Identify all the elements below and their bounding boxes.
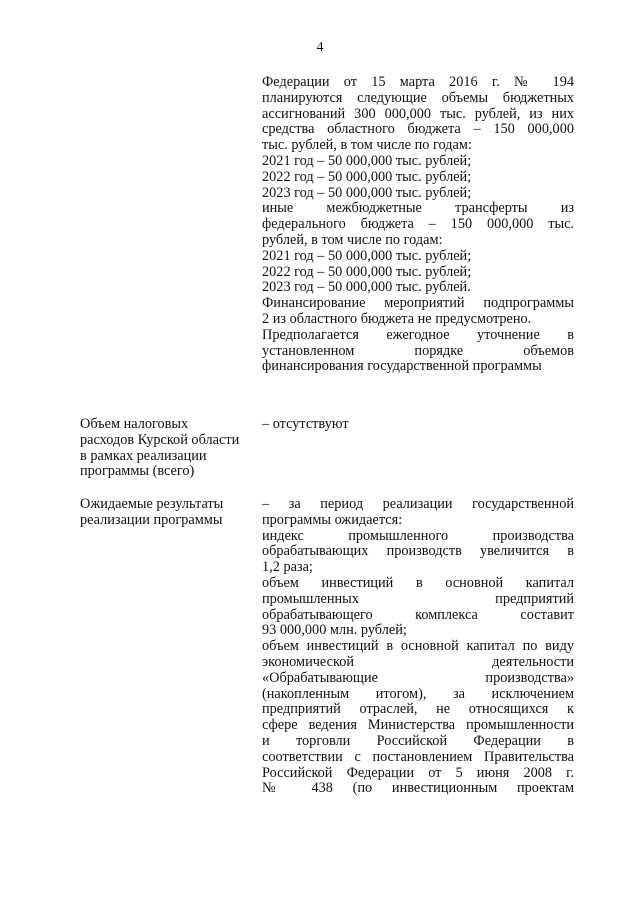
- text-line: – за период реализации государственной: [262, 496, 574, 512]
- text-line: 2023 год – 50 000,000 тыс. рублей.: [262, 279, 471, 296]
- text-line: иные межбюджетные трансферты из: [262, 200, 574, 217]
- text-line: Федерации от 15 марта 2016 г. № 194: [262, 74, 574, 90]
- text-line: обрабатывающих производств увеличится в: [262, 543, 574, 560]
- text-line: и торговли Российской Федерации в: [262, 732, 574, 749]
- label-line: расходов Курской области: [80, 431, 240, 448]
- label-line: Ожидаемые результаты: [80, 496, 224, 512]
- text-line: 2021 год – 50 000,000 тыс. рублей;: [262, 152, 472, 169]
- text-line: Предполагается ежегодное уточнение в: [262, 326, 574, 343]
- expected-results-value: [262, 497, 574, 797]
- text-line: экономической деятельности: [262, 653, 574, 670]
- text-line: обрабатывающего комплекса составит: [262, 606, 574, 623]
- text-line: финансирования государственной программы: [262, 358, 542, 375]
- text-line: соответствии с постановлением Правительства: [262, 748, 574, 765]
- text-line: 93 000,000 млн. рублей;: [262, 622, 407, 639]
- text-line: объем инвестиций в основной капитал: [262, 574, 574, 591]
- text-line: 2022 год – 50 000,000 тыс. рублей;: [262, 263, 472, 280]
- text-line: тыс. рублей, в том числе по годам:: [262, 137, 472, 154]
- expected-results-label: [80, 497, 255, 529]
- text-line: предприятий отраслей, не относящихся к: [262, 701, 574, 718]
- label-line: Объем налоговых: [80, 416, 189, 432]
- text-line: сфере ведения Министерства промышленности: [262, 717, 574, 734]
- text-line: объем инвестиций в основной капитал по виду: [262, 638, 574, 655]
- text-line: программы ожидается:: [262, 511, 403, 528]
- text-line: (накопленным итогом), за исключением: [262, 685, 574, 702]
- text-line: 2022 год – 50 000,000 тыс. рублей;: [262, 168, 472, 185]
- text-line: установленном порядке объемов: [262, 342, 574, 359]
- text-line: индекс промышленного производства: [262, 527, 574, 544]
- text-line: рублей, в том числе по годам:: [262, 231, 443, 248]
- text-line: Российской Федерации от 5 июня 2008 г.: [262, 764, 574, 781]
- text-line: промышленных предприятий: [262, 590, 574, 607]
- text-line: 2023 год – 50 000,000 тыс. рублей;: [262, 184, 472, 201]
- tax-expenditure-label: [80, 417, 255, 480]
- value-line: – отсутствуют: [262, 416, 349, 432]
- text-line: 2021 год – 50 000,000 тыс. рублей;: [262, 247, 472, 264]
- text-line: «Обрабатывающие производства»: [262, 669, 574, 686]
- label-line: в рамках реализации: [80, 447, 207, 464]
- label-line: программы (всего): [80, 463, 195, 480]
- text-line: федерального бюджета – 150 000,000 тыс.: [262, 216, 574, 233]
- text-line: № 438 (по инвестиционным проектам: [262, 780, 574, 797]
- text-line: средства областного бюджета – 150 000,000: [262, 121, 574, 138]
- text-line: планируются следующие объемы бюджетных: [262, 89, 574, 106]
- page-number: 4: [316, 40, 324, 55]
- financing-text-block: [262, 75, 574, 375]
- label-line: реализации программы: [80, 511, 223, 528]
- text-line: ассигнований 300 000,000 тыс. рублей, из них: [262, 105, 574, 122]
- tax-expenditure-value: [262, 417, 574, 433]
- text-line: 2 из областного бюджета не предусмотрено.: [262, 310, 532, 327]
- text-line: Финансирование мероприятий подпрограммы: [262, 295, 574, 312]
- text-line: 1,2 раза;: [262, 559, 313, 576]
